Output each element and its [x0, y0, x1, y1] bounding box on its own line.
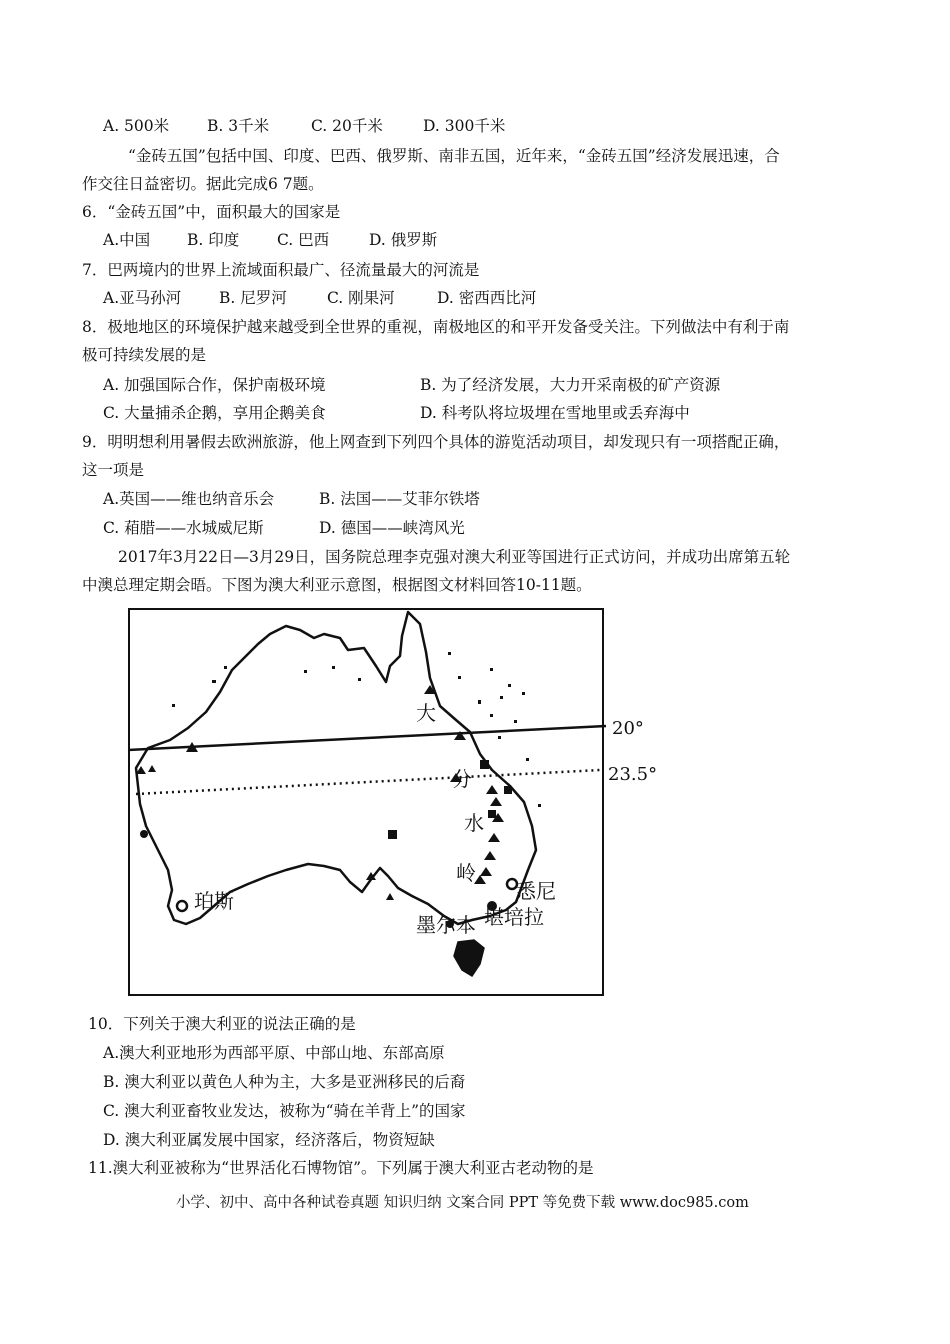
q9-option-c: C. 葙腊——水城威尼斯: [103, 519, 264, 537]
q5-option-c: C. 20千米: [311, 117, 383, 135]
city-label-sydney: 悉尼: [516, 879, 556, 903]
passage-australia-line-1: 2017年3月22日—3月29日，国务院总理李克强对澳大利亚等国进行正式访问，并成功出席第五轮: [118, 548, 791, 566]
q5-option-b: B. 3千米: [207, 117, 270, 135]
range-label-fen: 分: [452, 767, 472, 791]
q6-option-d: D. 俄罗斯: [369, 231, 438, 249]
passage-australia-line-2: 中澳总理定期会晤。下图为澳大利亚示意图，根据图文材料回答10-11题。: [82, 576, 592, 594]
latitude-23-5-line: [136, 770, 600, 794]
q10-stem: 10．下列关于澳大利亚的说法正确的是: [88, 1015, 356, 1033]
q8-stem-line-1: 8．极地地区的环境保护越来越受到全世界的重视，南极地区的和平开发备受关注。下列做法中有利于南: [82, 318, 790, 336]
q7-option-a: A.亚马孙河: [103, 289, 182, 307]
q9-options-row-1: [103, 489, 480, 509]
q5-option-a: A. 500米: [103, 117, 170, 135]
range-label-da: 大: [416, 701, 436, 725]
q5-options: [103, 116, 505, 136]
latitude-20-label: 20°: [612, 718, 644, 739]
q8-stem-line-2: 极可持续发展的是: [82, 346, 207, 364]
q5-option-d: D. 300千米: [423, 117, 506, 135]
q10-option-b: B. 澳大利亚以黄色人种为主，大多是亚洲移民的后裔: [103, 1073, 466, 1091]
q10-option-a: A.澳大利亚地形为西部平原、中部山地、东部高原: [103, 1044, 445, 1062]
q6-option-a: A.中国: [103, 231, 151, 249]
q6-option-b: B. 印度: [187, 231, 240, 249]
city-label-melbourne: 墨尔本: [416, 913, 476, 937]
passage-brics-line-2: 作交往日益密切。据此完成6 7题。: [82, 175, 324, 193]
passage-brics-line-1: “金砖五国”包括中国、印度、巴西、俄罗斯、南非五国，近年来，“金砖五国”经济发展迅速，合: [128, 147, 780, 165]
q9-stem-line-1: 9．明明想利用暑假去欧洲旅游，他上网查到下列四个具体的游览活动项目，却发现只有一项搭配正确，: [82, 433, 790, 451]
q9-stem-line-2: 这一项是: [82, 461, 145, 479]
latitude-23-5-label: 23.5°: [608, 764, 658, 785]
q9-option-b: B. 法国——艾菲尔铁塔: [319, 490, 480, 508]
q7-option-b: B. 尼罗河: [219, 289, 287, 307]
page-footer: 小学、初中、高中各种试卷真题 知识归纳 文案合同 PPT 等免费下载 www.doc985.com: [176, 1195, 749, 1211]
q9-options-row-2: [103, 518, 465, 538]
q11-stem: 11.澳大利亚被称为“世界活化石博物馆”。下列属于澳大利亚古老动物的是: [88, 1159, 594, 1177]
q8-option-a: A. 加强国际合作，保护南极环境: [103, 376, 326, 394]
q10-option-c: C. 澳大利亚畜牧业发达，被称为“骑在羊背上”的国家: [103, 1102, 466, 1120]
australia-mainland-outline: [136, 612, 536, 924]
q6-stem: 6．“金砖五国”中，面积最大的国家是: [82, 203, 341, 221]
range-label-ling: 岭: [456, 861, 476, 885]
q6-option-c: C. 巴西: [277, 231, 330, 249]
tasmania-outline: [454, 940, 484, 976]
coastal-islands: [172, 652, 541, 807]
australia-map: [128, 608, 658, 1000]
q7-option-c: C. 刚果河: [327, 289, 395, 307]
q8-option-b: B. 为了经济发展，大力开采南极的矿产资源: [420, 376, 721, 394]
q10-option-d: D. 澳大利亚属发展中国家，经济落后，物资短缺: [103, 1131, 435, 1149]
q8-option-d: D. 科考队将垃圾埋在雪地里或丢弃海中: [420, 404, 690, 422]
latitude-20-line: [128, 726, 606, 750]
city-label-perth: 珀斯: [194, 889, 234, 913]
q6-options: [103, 230, 437, 250]
q8-option-c: C. 大量捕杀企鹅，享用企鹅美食: [103, 404, 326, 422]
q9-option-a: A.英国——维也纳音乐会: [103, 490, 275, 508]
range-label-shui: 水: [464, 811, 484, 835]
q7-option-d: D. 密西西比河: [437, 289, 537, 307]
q9-option-d: D. 德国——峡湾风光: [319, 519, 465, 537]
q7-stem: 7．巴两境内的世界上流域面积最广、径流量最大的河流是: [82, 261, 480, 279]
city-label-canberra: 堪培拉: [484, 905, 544, 929]
q7-options: [103, 288, 536, 308]
